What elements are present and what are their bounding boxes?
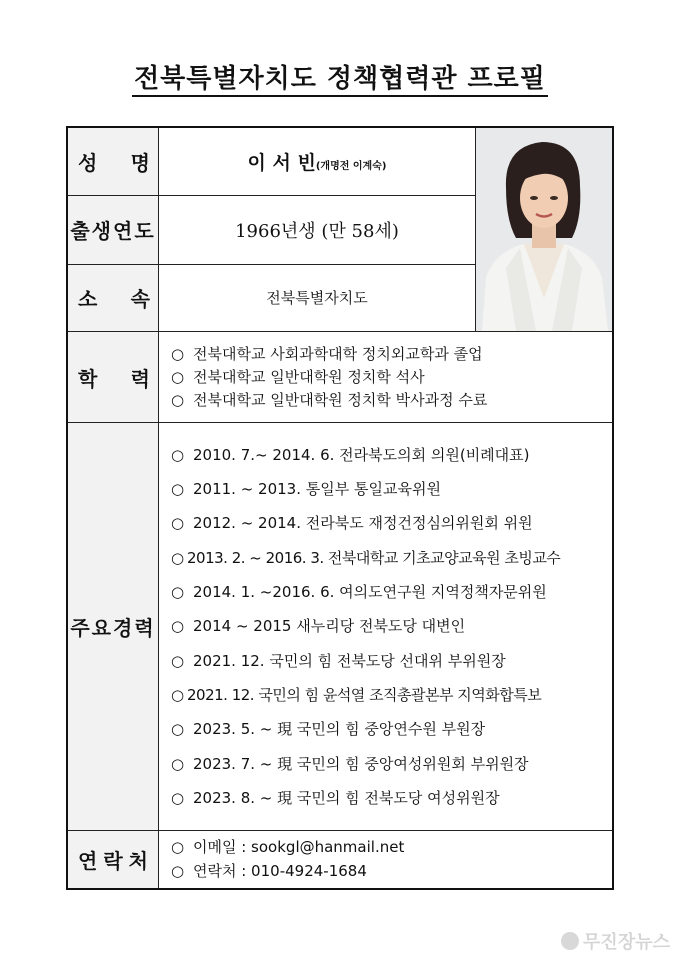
list-item: ○ 2014. 1. ~2016. 6. 여의도연구원 지역정책자문위원 xyxy=(171,583,547,602)
label-contact: 연 락 처 xyxy=(67,831,159,889)
portrait-photo xyxy=(476,128,612,331)
career-list xyxy=(159,438,612,815)
label-name: 성 명 xyxy=(67,127,159,196)
list-item: ○ 전북대학교 사회과학대학 정치외교학과 졸업 xyxy=(171,344,483,363)
list-item: ○ 전북대학교 일반대학원 정치학 박사과정 수료 xyxy=(171,390,488,409)
name-cell xyxy=(159,127,476,196)
affiliation-cell xyxy=(159,264,476,332)
phone: ○ 연락처 : 010-4924-1684 xyxy=(171,862,367,881)
watermark-logo-icon xyxy=(561,932,579,950)
portrait-image xyxy=(476,128,612,331)
list-item: ○ 2023. 8. ~ 現 국민의 힘 전북도당 여성위원장 xyxy=(171,788,500,807)
page-title: 전북특별자치도 정책협력관 프로필 xyxy=(0,58,680,95)
former-name: (개명전 이계숙) xyxy=(315,161,387,172)
education-list xyxy=(159,343,612,412)
list-item: ○ 2012. ~ 2014. 전라북도 재정건정심의위원회 위원 xyxy=(171,514,533,533)
list-item: ○ 전북대학교 일반대학원 정치학 석사 xyxy=(171,367,425,386)
person-name: 이 서 빈 xyxy=(247,152,316,174)
watermark: 무진장뉴스 xyxy=(561,928,670,954)
email: ○ 이메일 : sookgl@hanmail.net xyxy=(171,838,405,857)
label-education: 학 력 xyxy=(67,332,159,423)
row-name xyxy=(67,127,613,196)
profile-table xyxy=(66,126,614,890)
contact-cell xyxy=(159,831,614,889)
list-item: ○ 2013. 2. ~ 2016. 3. 전북대학교 기초교양교육원 초빙교수 xyxy=(171,548,561,567)
list-item: ○ 2011. ~ 2013. 통일부 통일교육위원 xyxy=(171,480,441,499)
career-cell xyxy=(159,423,614,831)
label-career: 주요경력 xyxy=(67,423,159,831)
birth-cell xyxy=(159,196,476,265)
list-item: ○ 2021. 12. 국민의 힘 전북도당 선대위 부위원장 xyxy=(171,651,506,670)
row-career xyxy=(67,423,613,831)
list-item: ○ 2023. 5. ~ 現 국민의 힘 중앙연수원 부원장 xyxy=(171,720,486,739)
label-birth: 출생연도 xyxy=(67,196,159,265)
birth-year: 1966년생 (만 58세) xyxy=(235,220,399,242)
row-education xyxy=(67,332,613,423)
list-item: ○ 2021. 12. 국민의 힘 윤석열 조직총괄본부 지역화합특보 xyxy=(171,685,542,704)
education-cell xyxy=(159,332,614,423)
list-item: ○ 2023. 7. ~ 現 국민의 힘 중앙여성위원회 부위원장 xyxy=(171,754,529,773)
row-contact xyxy=(67,831,613,889)
photo-cell xyxy=(476,127,614,332)
contact-list xyxy=(159,835,612,883)
label-affiliation: 소 속 xyxy=(67,264,159,332)
affiliation: 전북특별자치도 xyxy=(266,289,368,308)
list-item: ○ 2010. 7.~ 2014. 6. 전라북도의회 의원(비례대표) xyxy=(171,445,530,464)
list-item: ○ 2014 ~ 2015 새누리당 전북도당 대변인 xyxy=(171,617,466,636)
